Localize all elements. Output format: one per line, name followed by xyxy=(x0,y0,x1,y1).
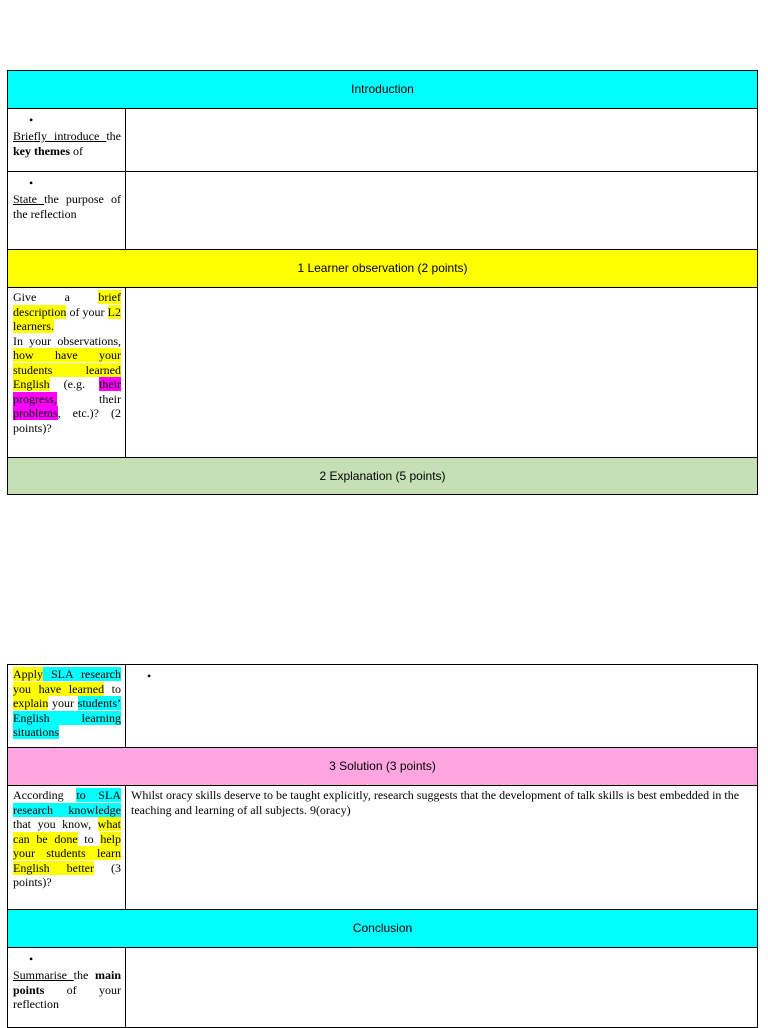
prompt-text: (e.g. xyxy=(49,377,99,391)
prompt-highlight-magenta: their progress, xyxy=(13,377,121,406)
intro-purpose-text: the purpose of the reflection xyxy=(13,192,121,221)
conclusion-prompt xyxy=(8,948,126,1028)
prompt-text: the xyxy=(73,968,95,982)
prompt-text: to xyxy=(104,681,121,696)
bullet-icon: • xyxy=(147,669,152,683)
solution-answer-cell[interactable] xyxy=(126,786,758,910)
prompt-text: In your observations, xyxy=(13,333,121,348)
intro-prompt-text-end: of xyxy=(70,143,83,158)
prompt-text: According xyxy=(13,788,77,802)
introduction-heading: Introduction xyxy=(8,71,758,109)
prompt-highlight: brief description xyxy=(13,290,121,319)
reflection-table-part1 xyxy=(7,70,758,495)
bullet-icon: • xyxy=(29,113,34,127)
prompt-highlight: L2 learners. xyxy=(13,304,121,333)
bullet-icon: • xyxy=(29,176,34,190)
intro-prompt-bold: key themes xyxy=(13,143,70,158)
prompt-text: to xyxy=(77,831,101,846)
learner-answer-cell[interactable] xyxy=(126,288,758,458)
prompt-highlight: how have your students learned English xyxy=(13,348,121,391)
intro-answer-cell-2[interactable] xyxy=(126,172,758,250)
conclusion-bold: main points xyxy=(13,968,121,997)
prompt-highlight-cyan: students’ English learning situations xyxy=(13,696,121,739)
learner-observation-heading: 1 Learner observation (2 points) xyxy=(8,250,758,288)
conclusion-answer-cell[interactable] xyxy=(126,948,758,1028)
prompt-text: their xyxy=(56,391,121,406)
explanation-answer-cell[interactable] xyxy=(126,665,758,748)
intro-prompt-key-themes xyxy=(8,109,126,172)
intro-prompt-text: the xyxy=(106,129,121,143)
prompt-text: (3 points)? xyxy=(13,860,122,889)
conclusion-verb: Summarise xyxy=(13,968,74,982)
prompt-text: your xyxy=(48,696,78,710)
intro-prompt-purpose xyxy=(8,172,126,250)
prompt-text: of your xyxy=(66,304,108,319)
prompt-highlight: explain xyxy=(13,696,49,710)
prompt-highlight: help your students learn English better xyxy=(13,831,121,875)
solution-answer-text: Whilst oracy skills deserve to be taught explicitly, research suggests that the development of talk skills is best embedded in the teaching and learning of all subjects. 9(oracy) xyxy=(131,788,740,817)
intro-answer-cell-1[interactable] xyxy=(126,109,758,172)
prompt-text: , etc.)? (2 points)? xyxy=(13,406,121,435)
intro-purpose-verb: State xyxy=(13,192,45,206)
intro-prompt-verb: Briefly introduce xyxy=(13,129,107,143)
solution-prompt xyxy=(8,786,126,910)
prompt-text: of your reflection xyxy=(13,982,121,1011)
solution-heading: 3 Solution (3 points) xyxy=(8,748,758,786)
conclusion-heading: Conclusion xyxy=(8,910,758,948)
prompt-highlight-magenta: problems xyxy=(13,406,58,420)
prompt-text: Give a xyxy=(13,290,99,304)
learner-observation-prompt xyxy=(8,288,126,458)
prompt-highlight: you have learned xyxy=(13,681,105,696)
prompt-highlight: Apply xyxy=(13,667,43,681)
bullet-icon: • xyxy=(29,952,34,966)
prompt-highlight-cyan: SLA research xyxy=(43,667,121,681)
prompt-highlight: what can be done xyxy=(13,817,121,846)
explanation-prompt xyxy=(8,665,126,748)
reflection-table-part2 xyxy=(7,664,758,1028)
prompt-text: that you know, xyxy=(13,817,98,831)
prompt-highlight-cyan: to SLA research knowledge xyxy=(13,788,121,817)
explanation-heading: 2 Explanation (5 points) xyxy=(8,458,758,495)
